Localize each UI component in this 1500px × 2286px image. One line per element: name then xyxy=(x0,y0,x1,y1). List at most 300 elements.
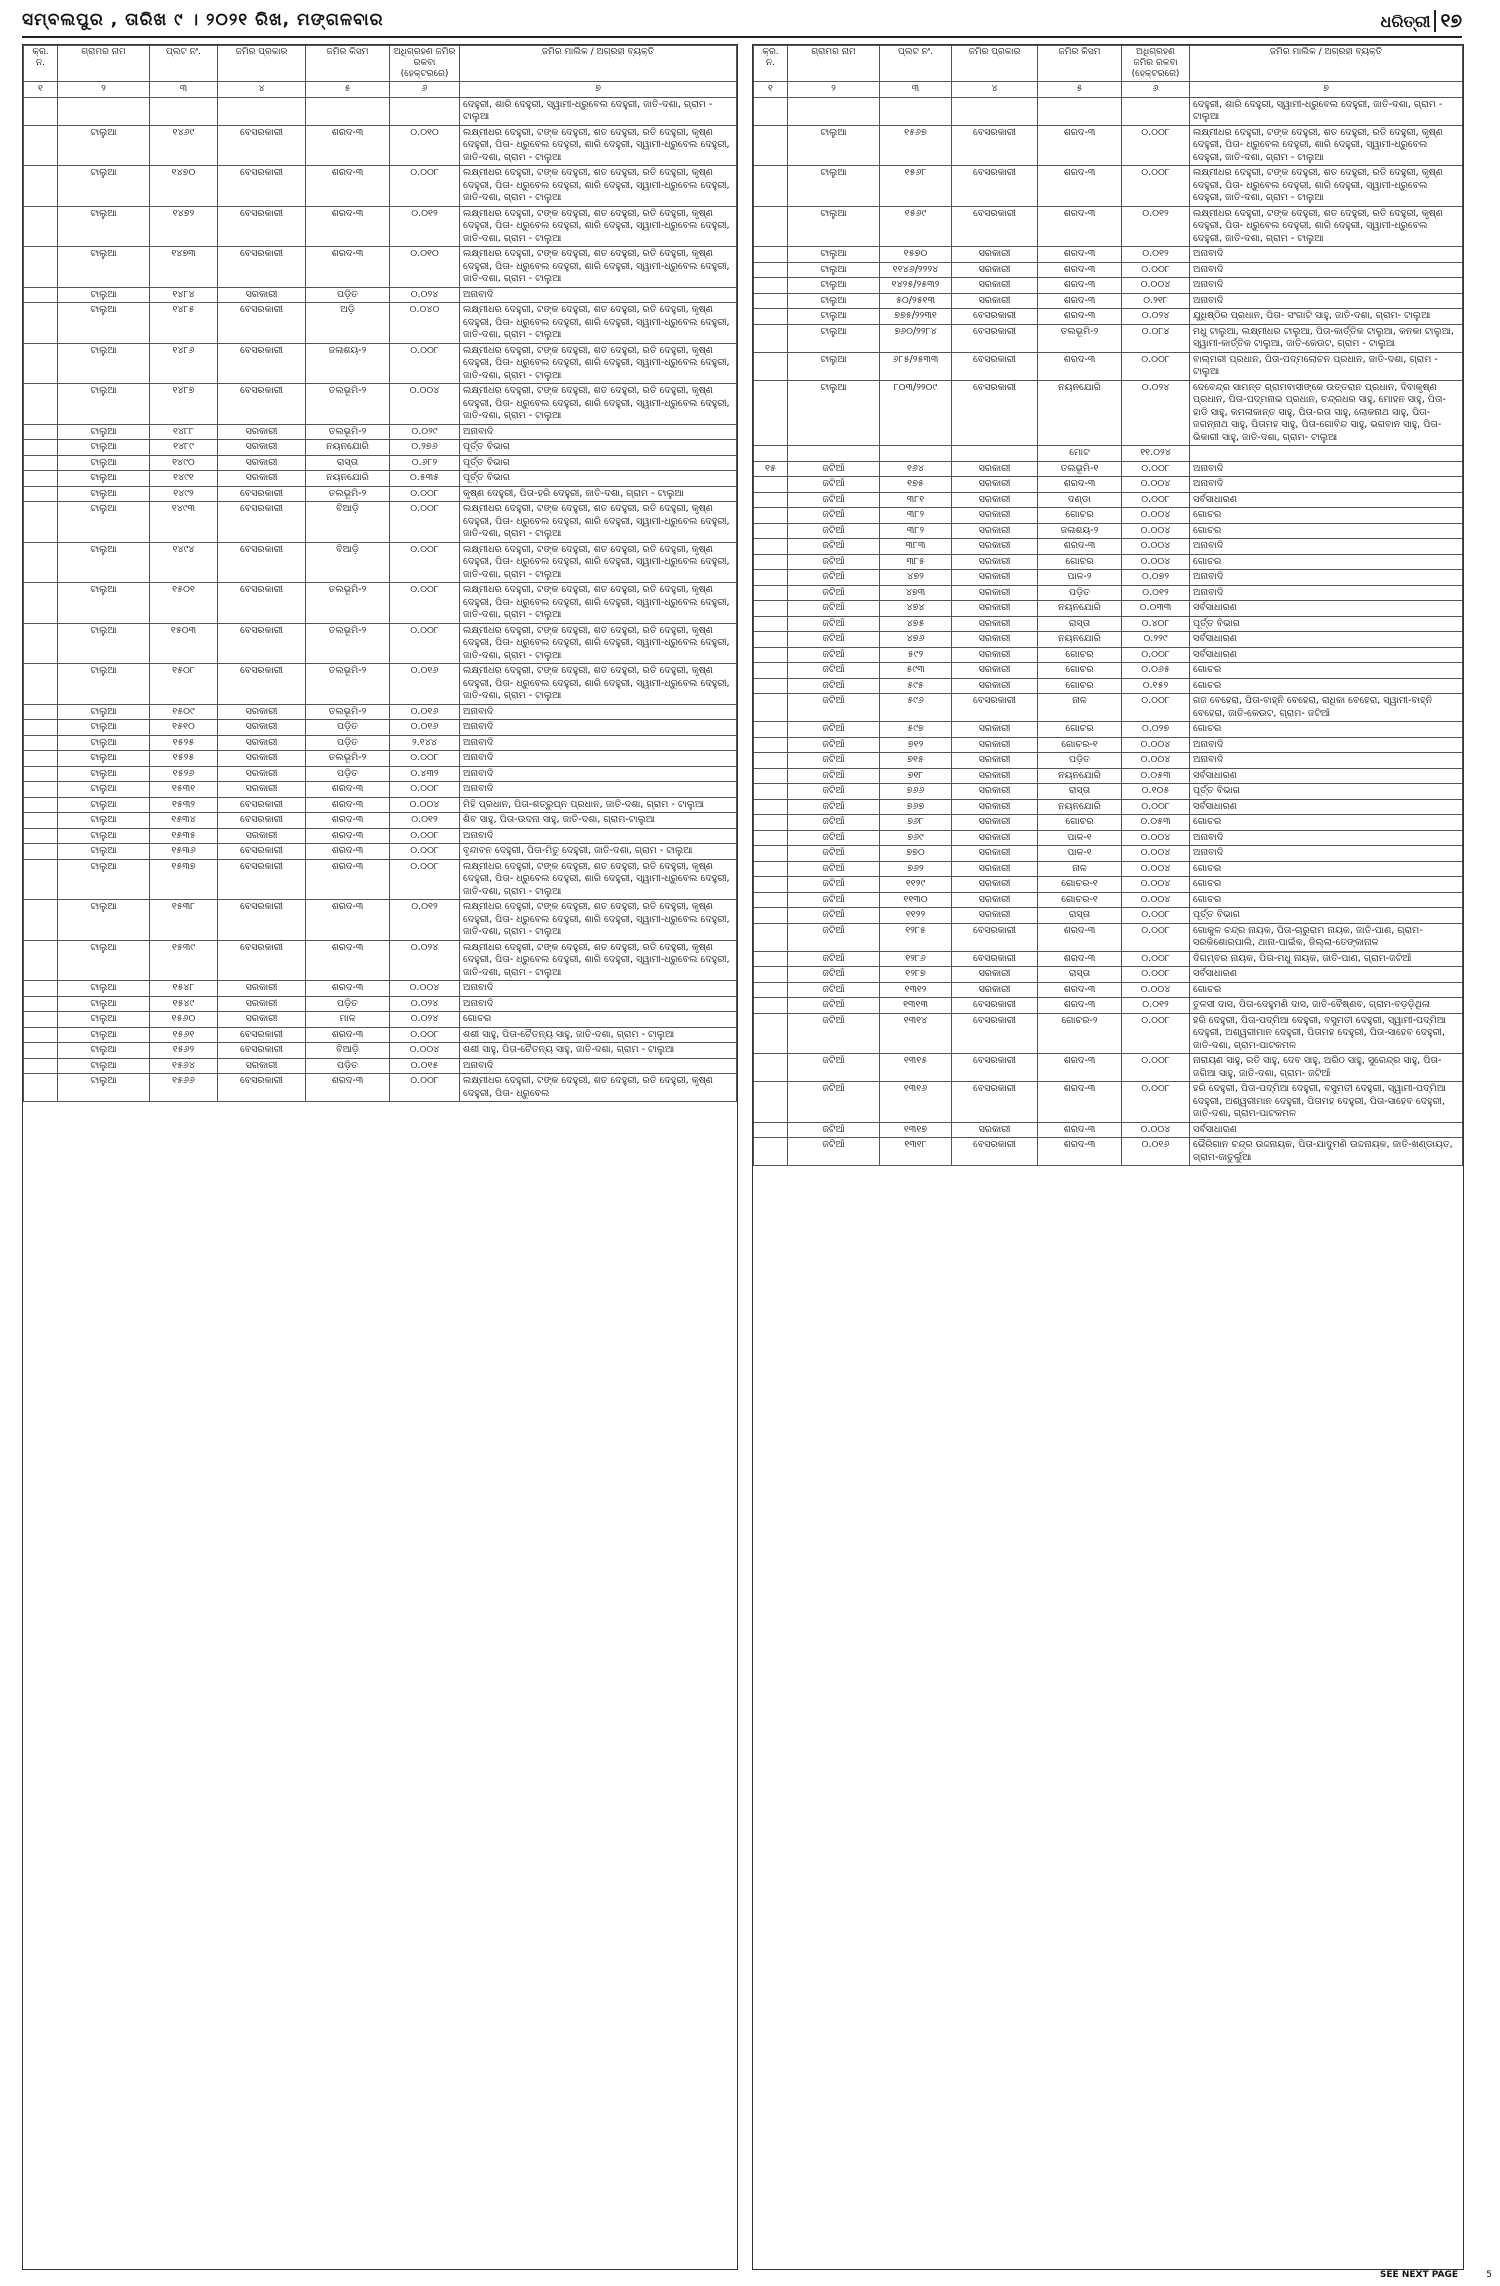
table-cell: ବେସରକାରୀ xyxy=(952,309,1038,325)
table-cell: ଟାଲୁଆ xyxy=(58,813,150,829)
table-cell: ସରକାରୀ xyxy=(952,477,1038,493)
table-cell: ପଡ଼ିତ xyxy=(306,996,390,1012)
table-cell: ଶରଦ-୩ xyxy=(1038,278,1122,294)
table-cell: ୫୯୨ xyxy=(880,647,952,663)
table-cell xyxy=(24,583,58,624)
table-cell: ଶରଦ-୩ xyxy=(1038,982,1122,998)
table-row xyxy=(24,828,737,844)
table-row xyxy=(754,262,1463,278)
table-cell: ଶରଦ-୩ xyxy=(1038,309,1122,325)
table-cell: ଶରଦ-୩ xyxy=(1038,1138,1122,1166)
table-cell: ସରକାରୀ xyxy=(952,601,1038,617)
column-number: ୧ xyxy=(24,82,58,98)
table-cell: ୧୩୧୨ xyxy=(880,982,952,998)
table-row xyxy=(24,766,737,782)
table-cell: ୦.୦୦୮ xyxy=(1122,951,1190,967)
table-row xyxy=(754,632,1463,648)
table-cell: ବେସରକାରୀ xyxy=(218,1043,306,1059)
column-header: ଜମିର ମାଲିକ / ଅଗ୍ରହୀ ବ୍ୟକ୍ତି xyxy=(1190,46,1463,82)
table-cell xyxy=(754,892,788,908)
table-row xyxy=(24,1012,737,1028)
table-cell: ବେସରକାରୀ xyxy=(218,206,306,247)
table-cell: ୨.୧୪୪ xyxy=(390,735,460,751)
table-cell: ଭୈରିଗାନ ଚନ୍ଦ୍ର ଉଦ୍ଦନାୟକ, ପିତା-ଯାଦୁମଣି ଉଦ୍ଦନାୟକ, ଜାତି-ଖଣ୍ଡାୟତ, ଗ୍ରାମ-ଜାତୁର୍ଲୁଆ xyxy=(1190,1138,1463,1166)
table-cell: ୩୮୨ xyxy=(880,508,952,524)
table-cell xyxy=(24,384,58,425)
table-cell: ଜଟିଆଁ xyxy=(788,1138,880,1166)
table-cell xyxy=(754,998,788,1014)
table-cell: ୧୫୦୩ xyxy=(150,623,218,664)
table-cell: ୧୧୨୨ xyxy=(880,908,952,924)
table-cell: ୧୫୬୦ xyxy=(150,1012,218,1028)
table-cell: ଟାଲୁଆ xyxy=(58,996,150,1012)
table-cell xyxy=(754,877,788,893)
table-cell: ଅନାବାଦି xyxy=(1190,846,1463,862)
table-cell xyxy=(24,206,58,247)
table-row xyxy=(24,900,737,941)
table-cell: ୦.୦୬୫ xyxy=(1122,663,1190,679)
table-cell: ଜଟିଆଁ xyxy=(788,908,880,924)
table-cell: ସର୍ବସାଧାରଣ xyxy=(1190,768,1463,784)
table-cell: ପୂର୍ତ୍ତ ବିଭାଗ xyxy=(1190,908,1463,924)
table-cell: ୧୩୧୬ xyxy=(880,1082,952,1123)
table-cell: ୦.୦୫୩ xyxy=(1122,815,1190,831)
table-cell xyxy=(754,380,788,446)
table-cell: ପଡ଼ିତ xyxy=(306,1058,390,1074)
table-cell: ୦.୦୦୪ xyxy=(1122,846,1190,862)
table-cell: ସରକାରୀ xyxy=(952,1122,1038,1138)
table-cell: ଲକ୍ଷ୍ମୀଧର ଦେହୁରୀ, ଟଙ୍କ ଦେହୁରୀ, ଶତ ଦେହୁରୀ, ରତି ଦେହୁରୀ, କୃଷ୍ଣ ଦେହୁରୀ, ପିତା- ଧ୍ରୁବେଲ ଦେହୁରୀ, ଶାରି ଦେହୁରୀ, ସ୍ୱାମୀ-ଧ୍ରୁବେଲ ଦେହୁରୀ, ଜାତି-ଦଶା, ଗ୍ରାମ - ଟାଲୁଆ xyxy=(460,900,737,941)
table-cell: ୧୪୯୪ xyxy=(150,542,218,583)
table-cell xyxy=(24,440,58,456)
table-cell: ଶରଦ-୩ xyxy=(1038,1054,1122,1082)
table-cell: ଜଟିଆଁ xyxy=(788,601,880,617)
table-cell: ନାରାୟଣ ସାହୁ, ରତି ସାହୁ, ଦେବ ସାହୁ, ଅରିଠ ସାହୁ, ସୁରେନ୍ଦ୍ର ସାହୁ, ପିତା-ଜଗିଆ ସାହୁ, ଜାତି-ଦଶା, ଗ୍ରାମ- ଜଟିଆଁ xyxy=(1190,1054,1463,1082)
table-row xyxy=(754,1122,1463,1138)
table-cell xyxy=(306,97,390,125)
table-cell xyxy=(24,704,58,720)
table-cell: ତଲଭୂମି-୧ xyxy=(1038,461,1122,477)
table-cell xyxy=(58,97,150,125)
table-cell: ୧୫୬୬ xyxy=(150,1074,218,1102)
table-row xyxy=(754,998,1463,1014)
table-cell: ୧୫୭୦ xyxy=(880,247,952,263)
table-cell: ୧୫୩୨ xyxy=(150,797,218,813)
table-cell: ସର୍ବସାଧାରଣ xyxy=(1190,492,1463,508)
table-cell: ରାସ୍ତା xyxy=(1038,784,1122,800)
table-cell: ଟାଲୁଆ xyxy=(58,166,150,207)
table-cell: ଜଟିଆଁ xyxy=(788,616,880,632)
page-serial: 5 xyxy=(1486,2270,1492,2280)
table-cell: ଅନାବାଦି xyxy=(1190,585,1463,601)
table-cell: ଦେବେନ୍ଦ୍ର ସାମନ୍ତ ଗ୍ରାମବାସୀଙ୍କେ ଉତ୍ତରାନ ପ୍ରଧାନ, ଦିବାକୃଷ୍ଣ ପ୍ରଧାନ, ପିତା-ପଦ୍ମନାଭ ପ୍ରଧାନ, ଚନ୍ଦ୍ରଧର ସାହୁ, ମୋହନ ସାହୁ, ପିତା-ହାଡି ସାହୁ, କମଳାକାନ୍ତ ସାହୁ, ପିତା-ରତା ସାହୁ, ଲୋକନାଥ ସାହୁ, ପିତା- ଜଗନ୍ନାଥ ସାହୁ, ପିତାମହ ସାହୁ, ପିତା-ଗୋବିନ୍ଦ ସାହୁ, ଭଗବାନ ସାହୁ, ପିତା-ଭିକାରୀ ସାହୁ, ଜାତି-ଦଶା, ଗ୍ରାମ- ଟାଲୁଆ xyxy=(1190,380,1463,446)
column-header: ଜମିର ମାଲିକ / ଅଗ୍ରହୀ ବ୍ୟକ୍ତି xyxy=(460,46,737,82)
table-cell xyxy=(754,799,788,815)
table-cell: ଜଟିଆଁ xyxy=(788,737,880,753)
table-cell: ଲକ୍ଷ୍ମୀଧର ଦେହୁରୀ, ଟଙ୍କ ଦେହୁରୀ, ଶତ ଦେହୁରୀ, ରତି ଦେହୁରୀ, କୃଷ୍ଣ ଦେହୁରୀ, ପିତା- ଧ୍ରୁବେଲ ଦେହୁରୀ, ଶାରି ଦେହୁରୀ, ସ୍ୱାମୀ-ଧ୍ରୁବେଲ ଦେହୁରୀ, ଜାତି-ଦଶା, ଗ୍ରାମ - ଟାଲୁଆ xyxy=(460,664,737,705)
table-cell: ତଲଭୂମି-୨ xyxy=(306,486,390,502)
table-row xyxy=(24,704,737,720)
table-cell: ଶରଦ-୩ xyxy=(306,782,390,798)
table-cell: ନୟନଯୋରି xyxy=(306,440,390,456)
table-row xyxy=(754,694,1463,722)
table-cell: ୭୭୦ xyxy=(880,846,952,862)
column-number: ୨ xyxy=(788,82,880,98)
table-cell xyxy=(754,601,788,617)
table-cell: ସରକାରୀ xyxy=(952,861,1038,877)
table-cell: ଅନାବାଦି xyxy=(1190,461,1463,477)
table-cell: ୦.୪୦୮ xyxy=(1122,616,1190,632)
table-row xyxy=(754,737,1463,753)
table-cell: ସରକାରୀ xyxy=(218,828,306,844)
table-cell: ନୟନଯୋରି xyxy=(1038,601,1122,617)
table-cell: ନୟନଯୋରି xyxy=(1038,799,1122,815)
column-number: ୫ xyxy=(1038,82,1122,98)
table-row xyxy=(754,166,1463,207)
table-cell: ୦.୦୧୫ xyxy=(390,1058,460,1074)
table-cell: ୭୧୨ xyxy=(880,737,952,753)
table-row xyxy=(24,981,737,997)
table-cell: ୦.୦୦୮ xyxy=(1122,1082,1190,1123)
table-cell: ବେସରକାରୀ xyxy=(218,384,306,425)
table-cell xyxy=(754,1082,788,1123)
table-cell: ୫୯୭ xyxy=(880,722,952,738)
table-row xyxy=(24,287,737,303)
table-cell: ୧୫୪୯ xyxy=(150,996,218,1012)
table-cell: ଲକ୍ଷ୍ମୀଧର ଦେହୁରୀ, ଟଙ୍କ ଦେହୁରୀ, ଶତ ଦେହୁରୀ, ରତି ଦେହୁରୀ, କୃଷ୍ଣ ଦେହୁରୀ, ପିତା- ଧ୍ରୁବେଲ ଦେହୁରୀ, ଶାରି ଦେହୁରୀ, ସ୍ୱାମୀ-ଧ୍ରୁବେଲ ଦେହୁରୀ, ଜାତି-ଦଶା, ଗ୍ରାମ - ଟାଲୁଆ xyxy=(1190,125,1463,166)
table-cell: ୦.୦୦୮ xyxy=(1122,352,1190,380)
table-cell: ଜଟିଆଁ xyxy=(788,477,880,493)
table-row xyxy=(754,539,1463,555)
column-number: ୧ xyxy=(754,82,788,98)
table-cell: ୧୪୮୫ xyxy=(150,303,218,344)
table-cell xyxy=(754,324,788,352)
table-cell: ସରକାରୀ xyxy=(952,508,1038,524)
table-cell: ବେସରକାରୀ xyxy=(952,1013,1038,1054)
table-cell: ଟାଲୁଆ xyxy=(788,278,880,294)
table-cell: ବେସରକାରୀ xyxy=(218,940,306,981)
table-cell: ୧୫ xyxy=(754,461,788,477)
table-cell xyxy=(24,1012,58,1028)
table-row xyxy=(754,461,1463,477)
table-cell: ତଲଭୂମି-୨ xyxy=(306,704,390,720)
table-cell: ଜଟିଆଁ xyxy=(788,722,880,738)
table-cell xyxy=(24,1074,58,1102)
table-row xyxy=(24,797,737,813)
table-cell: ସରକାରୀ xyxy=(218,766,306,782)
table-row xyxy=(754,585,1463,601)
table-row xyxy=(24,424,737,440)
table-cell: ୦.୦୦୪ xyxy=(1122,1122,1190,1138)
table-cell: ବେସରକାରୀ xyxy=(952,125,1038,166)
table-row xyxy=(24,1058,737,1074)
table-cell xyxy=(24,471,58,487)
table-cell: ଶରଦ-୩ xyxy=(1038,923,1122,951)
table-row xyxy=(754,908,1463,924)
table-row xyxy=(754,784,1463,800)
table-cell: ଗୋଚର xyxy=(1190,508,1463,524)
table-cell: ଅନାବାଦି xyxy=(460,704,737,720)
table-cell: ଶଶୀ ସାହୁ, ପିତା-ଚୈତନ୍ୟ ସାହୁ, ଜାତି-ଦଶା, ଗ୍ରାମ - ଟାଲୁଆ xyxy=(460,1027,737,1043)
table-cell: ଟାଲୁଆ xyxy=(58,542,150,583)
table-row xyxy=(754,601,1463,617)
table-cell: ଗୋଚର-୨ xyxy=(1038,1013,1122,1054)
table-cell xyxy=(754,647,788,663)
table-cell xyxy=(24,247,58,288)
table-row xyxy=(754,815,1463,831)
table-cell: ସରକାରୀ xyxy=(218,704,306,720)
table-cell: ବେସରକାରୀ xyxy=(218,1074,306,1102)
table-cell: ଗୋଚର-୧ xyxy=(1038,892,1122,908)
table-cell: ଟାଲୁଆ xyxy=(58,623,150,664)
table-cell: ୭୭୫/୨୨୩୧ xyxy=(880,309,952,325)
table-cell: ୭୧୫ xyxy=(880,753,952,769)
table-cell: ଟାଲୁଆ xyxy=(58,1058,150,1074)
table-cell: ଶରଦ-୩ xyxy=(306,1027,390,1043)
table-cell: ୦.୪୩୨ xyxy=(390,766,460,782)
table-cell: ବେସରକାରୀ xyxy=(218,343,306,384)
table-cell: ୭୧୮ xyxy=(880,768,952,784)
table-cell: ଶରଦ-୩ xyxy=(306,797,390,813)
table-cell: ୦.୫୩୫ xyxy=(390,471,460,487)
table-cell: ୪୭୩ xyxy=(880,585,952,601)
table-cell: ୧୪୯୧ xyxy=(150,471,218,487)
table-cell: ଶଶୀ ସାହୁ, ପିତା-ଚୈତନ୍ୟ ସାହୁ, ଜାତି-ଦଶା, ଗ୍ରାମ - ଟାଲୁଆ xyxy=(460,1043,737,1059)
table-cell: ଗୋଚର xyxy=(1190,815,1463,831)
table-cell xyxy=(24,502,58,543)
table-cell: ତଲଭୂମି-୨ xyxy=(306,384,390,425)
table-cell xyxy=(754,166,788,207)
table-cell: ନାଳ xyxy=(1038,861,1122,877)
table-cell xyxy=(754,206,788,247)
table-cell: ଟାଲୁଆ xyxy=(58,1027,150,1043)
table-cell: ୧୩୧୫ xyxy=(880,1054,952,1082)
table-row xyxy=(754,722,1463,738)
table-cell xyxy=(754,1054,788,1082)
table-cell: ୦.୦୦୪ xyxy=(1122,539,1190,555)
table-cell: ରାସ୍ତା xyxy=(1038,967,1122,983)
table-cell: ୦.୦୦୪ xyxy=(1122,753,1190,769)
column-number: ୭ xyxy=(1190,82,1463,98)
table-row xyxy=(24,97,737,125)
table-cell: ବେସରକାରୀ xyxy=(218,583,306,624)
table-row xyxy=(754,830,1463,846)
table-cell: ୦.୦୦୮ xyxy=(390,502,460,543)
table-cell: ବେସରକାରୀ xyxy=(952,380,1038,446)
table-cell: ଶରଦ-୩ xyxy=(306,940,390,981)
table-cell xyxy=(754,846,788,862)
table-cell: ଜଟିଆଁ xyxy=(788,951,880,967)
table-cell xyxy=(754,908,788,924)
table-row xyxy=(24,125,737,166)
table-cell: ଅନାବାଦି xyxy=(460,424,737,440)
table-cell xyxy=(880,446,952,462)
table-cell: ବେସରକାରୀ xyxy=(952,998,1038,1014)
table-cell: ୦.୦୮୪ xyxy=(1122,324,1190,352)
table-cell xyxy=(24,782,58,798)
table-cell: ୧୧୨୯ xyxy=(880,877,952,893)
table-cell: ମାଳ xyxy=(306,1012,390,1028)
table-cell xyxy=(24,813,58,829)
table-row xyxy=(24,486,737,502)
table-cell: ନୟନଯୋରି xyxy=(1038,632,1122,648)
table-cell: ପଡ଼ିତ xyxy=(306,720,390,736)
table-cell: ୧୫୩୯ xyxy=(150,940,218,981)
table-cell: ଅନାବାଦି xyxy=(460,751,737,767)
table-row xyxy=(24,623,737,664)
table-cell: ୧୫୩୫ xyxy=(150,828,218,844)
table-cell: ଶରଦ-୩ xyxy=(306,247,390,288)
table-cell: ଟାଲୁଆ xyxy=(58,751,150,767)
table-cell: ବେସରକାରୀ xyxy=(218,797,306,813)
column-header: ପ୍ଲଟ ନଂ. xyxy=(880,46,952,82)
table-row xyxy=(24,384,737,425)
table-row xyxy=(754,877,1463,893)
table-cell xyxy=(24,900,58,941)
table-cell: ୧୨୮୭ xyxy=(880,967,952,983)
table-cell: ୧୪୭୦ xyxy=(150,166,218,207)
table-cell: ଶରଦ-୩ xyxy=(306,206,390,247)
table-row xyxy=(754,861,1463,877)
table-cell: ୦.୦୨୪ xyxy=(1122,380,1190,446)
table-cell: ସରକାରୀ xyxy=(952,678,1038,694)
table-cell: ୧୧୩୦ xyxy=(880,892,952,908)
table-row xyxy=(754,278,1463,294)
table-cell: ଗୋଚର xyxy=(1038,647,1122,663)
table-cell: ୦.୦୦୮ xyxy=(1122,799,1190,815)
table-cell: ୧୫୨୬ xyxy=(150,766,218,782)
table-cell: ୧୫୩୬ xyxy=(150,844,218,860)
table-cell: ବେସରକାରୀ xyxy=(218,900,306,941)
table-cell: ୦.୦୦୪ xyxy=(1122,877,1190,893)
table-row xyxy=(754,352,1463,380)
table-cell: ସରକାରୀ xyxy=(952,830,1038,846)
table-cell: ୦.୦୧୨ xyxy=(390,206,460,247)
table-cell: ଜଟିଆଁ xyxy=(788,861,880,877)
table-cell: ୦.୦୫୩ xyxy=(1122,768,1190,784)
table-cell: ସରକାରୀ xyxy=(952,523,1038,539)
table-cell: ୧୫୩୭ xyxy=(150,859,218,900)
table-cell: ବେସରକାରୀ xyxy=(218,664,306,705)
table-cell: ସର୍ବସାଧାରଣ xyxy=(1190,1122,1463,1138)
table-cell: ସରକାରୀ xyxy=(218,440,306,456)
table-cell: ୧୫୩୧ xyxy=(150,782,218,798)
table-cell: ସରକାରୀ xyxy=(952,967,1038,983)
table-cell: ଅନାବାଦି xyxy=(460,766,737,782)
table-cell: ଲକ୍ଷ୍ମୀଧର ଦେହୁରୀ, ଟଙ୍କ ଦେହୁରୀ, ଶତ ଦେହୁରୀ, ରତି ଦେହୁରୀ, କୃଷ୍ଣ ଦେହୁରୀ, ପିତା- ଧ୍ରୁବେଲ ଦେହୁରୀ, ଶାରି ଦେହୁରୀ, ସ୍ୱାମୀ-ଧ୍ରୁବେଲ ଦେହୁରୀ, ଜାତି-ଦଶା, ଗ୍ରାମ - ଟାଲୁଆ xyxy=(460,502,737,543)
table-cell xyxy=(150,97,218,125)
table-cell: ୦.୦୦୮ xyxy=(390,343,460,384)
table-cell: ୧୪୭୨ xyxy=(150,206,218,247)
table-cell: ୦.୦୨୭ xyxy=(1122,722,1190,738)
table-row xyxy=(754,799,1463,815)
table-cell: ଜଳାଶୟ-୨ xyxy=(306,343,390,384)
table-cell xyxy=(754,508,788,524)
table-cell: ସରକାରୀ xyxy=(952,632,1038,648)
table-cell xyxy=(24,996,58,1012)
table-cell: ସରକାରୀ xyxy=(952,892,1038,908)
table-cell: ସରକାରୀ xyxy=(952,539,1038,555)
table-cell: ୦.୦୨୪ xyxy=(390,287,460,303)
table-cell: ୦.୦୧୬ xyxy=(1122,1138,1190,1166)
table-cell xyxy=(24,766,58,782)
column-number: ୨ xyxy=(58,82,150,98)
table-cell xyxy=(24,664,58,705)
table-cell: ଶରଦ-୩ xyxy=(306,981,390,997)
table-cell: ବେସରକାରୀ xyxy=(952,1082,1038,1123)
column-number: ୪ xyxy=(218,82,306,98)
table-cell: ଗୋଚର xyxy=(1190,722,1463,738)
column-header: ଅଧିଗ୍ରହଣ ଜମିର ରକବା (ହେକ୍ଟରରେ) xyxy=(1122,46,1190,82)
table-cell xyxy=(754,663,788,679)
table-cell xyxy=(24,735,58,751)
table-cell: ଶିବ ସାହୁ, ପିତା-ଉଦନା ସାହୁ, ଜାତି-ଦଶା, ଗ୍ରାମ-ଟାଲୁଆ xyxy=(460,813,737,829)
table-cell: ଗୋଚର xyxy=(1190,861,1463,877)
table-row xyxy=(754,523,1463,539)
table-cell: ନୟନଯୋରି xyxy=(306,471,390,487)
table-cell: ଗୋଚର xyxy=(1190,554,1463,570)
table-cell: ଟାଲୁଆ xyxy=(58,125,150,166)
table-cell: ସରକାରୀ xyxy=(952,585,1038,601)
table-cell xyxy=(754,247,788,263)
table-cell: ଲକ୍ଷ୍ମୀଧର ଦେହୁରୀ, ଟଙ୍କ ଦେହୁରୀ, ଶତ ଦେହୁରୀ, ରତି ଦେହୁରୀ, କୃଷ୍ଣ ଦେହୁରୀ, ପିତା- ଧ୍ରୁବେଲ ଦେହୁରୀ, ଶାରି ଦେହୁରୀ, ସ୍ୱାମୀ-ଧ୍ରୁବେଲ ଦେହୁରୀ, ଜାତି-ଦଶା, ଗ୍ରାମ - ଟାଲୁଆ xyxy=(460,583,737,624)
table-cell: ୦.୦୦୮ xyxy=(390,166,460,207)
table-cell: ଟାଲୁଆ xyxy=(58,900,150,941)
table-cell: ୦.୦୧୨ xyxy=(390,900,460,941)
table-row xyxy=(754,492,1463,508)
table-cell: ସରକାରୀ xyxy=(218,471,306,487)
table-cell: ୦.୬୮୨ xyxy=(390,455,460,471)
table-cell: ପୂର୍ତ୍ତ ବିଭାଗ xyxy=(460,455,737,471)
table-cell: ୦.୦୦୮ xyxy=(390,542,460,583)
table-cell: ସରକାରୀ xyxy=(952,799,1038,815)
table-cell: ଜଟିଆଁ xyxy=(788,539,880,555)
table-cell: ନାଳ xyxy=(1038,694,1122,722)
table-cell: ଟାଲୁଆ xyxy=(58,471,150,487)
table-cell: ହରି ଦେହୁରୀ, ପିତା-ପଦ୍ମିଆ ଦେହୁରୀ, ବସୁମତୀ ଦେହୁରୀ, ସ୍ୱାମୀ-ପଦ୍ମିଆ ଦେହୁରୀ, ଅଶ୍ୱରୀମାନ ଦେହୁରୀ, ପିତାମହ ଦେହୁରୀ, ପିତା-ସାହେବ ଦେହୁରୀ, ଜାତି-ଦଶା, ଗ୍ରାମ-ପାଟକମଳ xyxy=(1190,1082,1463,1123)
table-cell: ସରକାରୀ xyxy=(952,461,1038,477)
table-cell: ସରକାରୀ xyxy=(218,981,306,997)
table-cell: ସରକାରୀ xyxy=(952,616,1038,632)
table-cell xyxy=(754,492,788,508)
table-cell: ସରକାରୀ xyxy=(952,784,1038,800)
table-row xyxy=(754,324,1463,352)
column-header: ଜମିର ପ୍ରକାର xyxy=(952,46,1038,82)
table-cell: ଶରଦ-୩ xyxy=(1038,247,1122,263)
table-cell: ପଡ଼ିତ xyxy=(306,287,390,303)
table-cell: ଅନାବାଦି xyxy=(1190,830,1463,846)
table-cell: ସର୍ବସାଧାରଣ xyxy=(1190,967,1463,983)
table-cell: ଲକ୍ଷ୍ମୀଧର ଦେହୁରୀ, ଟଙ୍କ ଦେହୁରୀ, ଶତ ଦେହୁରୀ, ରତି ଦେହୁରୀ, କୃଷ୍ଣ ଦେହୁରୀ, ପିତା- ଧ୍ରୁବେଲ ଦେହୁରୀ, ଶାରି ଦେହୁରୀ, ସ୍ୱାମୀ-ଧ୍ରୁବେଲ ଦେହୁରୀ, ଜାତି-ଦଶା, ଗ୍ରାମ - ଟାଲୁଆ xyxy=(460,247,737,288)
table-cell: ଟାଲୁଆ xyxy=(58,1074,150,1102)
table-cell: ଟାଲୁଆ xyxy=(788,293,880,309)
table-cell: ୦.୦୦୮ xyxy=(1122,1013,1190,1054)
table-row xyxy=(24,664,737,705)
table-row xyxy=(754,1138,1463,1166)
table-cell: ସରକାରୀ xyxy=(218,996,306,1012)
table-cell xyxy=(24,1058,58,1074)
table-cell xyxy=(754,554,788,570)
table-cell xyxy=(754,309,788,325)
table-cell: ୧୩୧୩ xyxy=(880,998,952,1014)
table-cell: ଗୋଚର xyxy=(1190,523,1463,539)
table-cell: ଶରଦ-୩ xyxy=(1038,293,1122,309)
column-header: ଗ୍ରାମର ନାମ xyxy=(58,46,150,82)
table-cell: ଶରଦ-୩ xyxy=(1038,539,1122,555)
table-cell: ୩୮୨ xyxy=(880,523,952,539)
table-cell: ୪୭୪ xyxy=(880,601,952,617)
table-cell: ଶରଦ-୩ xyxy=(1038,1082,1122,1123)
